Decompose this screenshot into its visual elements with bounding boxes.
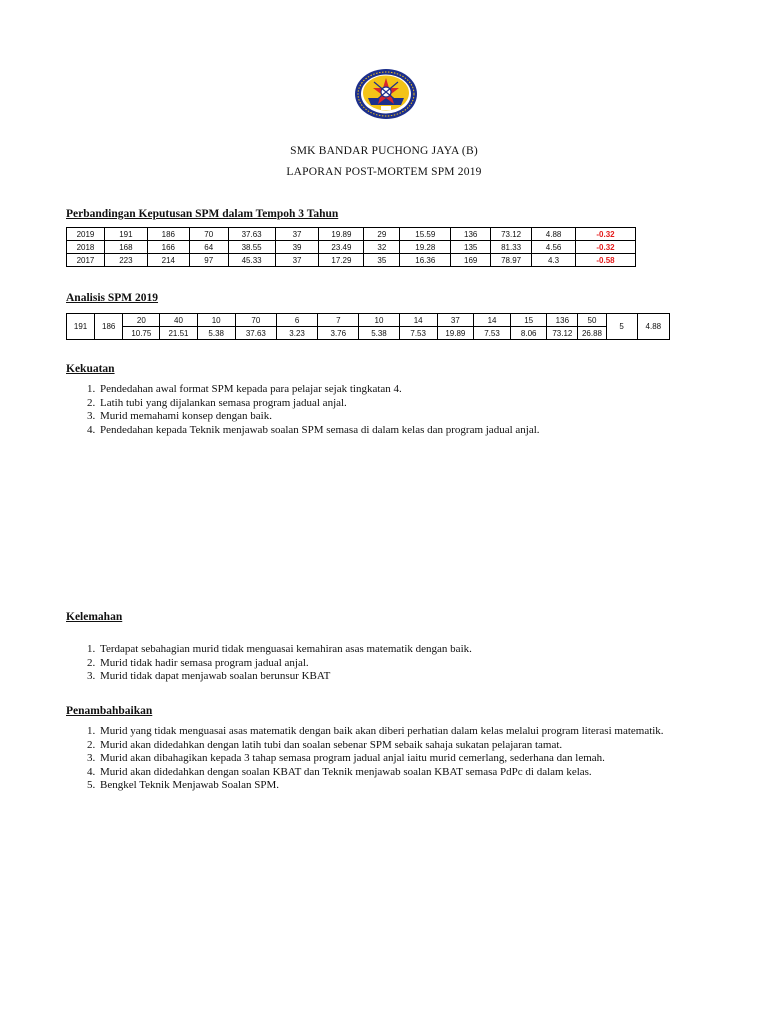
table-cell: 39 (275, 241, 319, 254)
table-cell: -0.32 (576, 241, 636, 254)
comparison-heading: Perbandingan Keputusan SPM dalam Tempoh 3 Tahun (66, 208, 339, 220)
list-item: 3. Murid memahami konsep dengan baik. (98, 410, 758, 424)
table-cell: 97 (189, 254, 228, 267)
table-cell: 40 (160, 314, 197, 327)
table-cell: 19.89 (319, 228, 364, 241)
table-cell: 50 (578, 314, 606, 327)
table-cell: 135 (451, 241, 491, 254)
table-cell: 21.51 (160, 327, 197, 340)
table-cell: 4.56 (532, 241, 576, 254)
table-cell: 214 (147, 254, 189, 267)
table-cell: 64 (189, 241, 228, 254)
table-cell: 19.28 (400, 241, 451, 254)
list-item: 2. Latih tubi yang dijalankan semasa program jadual anjal. (98, 397, 758, 411)
table-cell: 15.59 (400, 228, 451, 241)
table-cell: 26.88 (578, 327, 606, 340)
table-cell: 19.89 (437, 327, 473, 340)
list-item: 3. Murid tidak dapat menjawab soalan berunsur KBAT (98, 670, 758, 684)
list-item: 5. Bengkel Teknik Menjawab Soalan SPM. (98, 779, 758, 793)
table-cell: 20 (123, 314, 160, 327)
list-item: 4. Pendedahan kepada Teknik menjawab soalan SPM semasa di dalam kelas dan program jadual anjal. (98, 424, 758, 438)
list-item: 4. Murid akan didedahkan dengan soalan KBAT dan Teknik menjawab soalan KBAT semasa PdPc di dalam kelas. (98, 766, 758, 780)
list-item: 2. Murid akan didedahkan dengan latih tubi dan soalan sebenar SPM sebaik sahaja sukatan pelajaran tamat. (98, 739, 758, 753)
table-cell: 3.23 (276, 327, 317, 340)
table-cell: 14 (473, 314, 510, 327)
table-cell: 186 (95, 314, 123, 340)
table-cell: 2019 (67, 228, 105, 241)
table-cell: 223 (104, 254, 147, 267)
table-cell: 191 (67, 314, 95, 340)
table-cell: 5.38 (359, 327, 399, 340)
table-cell: 35 (364, 254, 400, 267)
table-cell: 37.63 (235, 327, 276, 340)
table-cell: 7.53 (399, 327, 437, 340)
list-item: 1. Terdapat sebahagian murid tidak menguasai kemahiran asas matematik dengan baik. (98, 643, 758, 657)
table-cell: 6 (276, 314, 317, 327)
table-cell: 4.3 (532, 254, 576, 267)
kekuatan-list (66, 383, 758, 437)
table-cell: 73.12 (547, 327, 578, 340)
table-cell: 7.53 (473, 327, 510, 340)
table-cell: 70 (189, 228, 228, 241)
table-cell: 10 (359, 314, 399, 327)
table-row (67, 254, 636, 267)
table-row (67, 241, 636, 254)
table-cell: 3.76 (318, 327, 359, 340)
table-cell: 186 (147, 228, 189, 241)
table-cell: 70 (235, 314, 276, 327)
table-cell: 37 (437, 314, 473, 327)
analysis-table (66, 313, 670, 340)
table-cell: 10 (197, 314, 235, 327)
list-item: 1. Pendedahan awal format SPM kepada para pelajar sejak tingkatan 4. (98, 383, 758, 397)
table-cell: 73.12 (491, 228, 532, 241)
table-cell: 37 (275, 228, 319, 241)
kelemahan-list (66, 643, 758, 684)
table-cell: 10.75 (123, 327, 160, 340)
table-row (67, 314, 670, 327)
table-row (67, 327, 670, 340)
table-cell: 45.33 (228, 254, 275, 267)
table-cell: 23.49 (319, 241, 364, 254)
kelemahan-heading: Kelemahan (66, 611, 123, 623)
table-cell: 169 (451, 254, 491, 267)
school-crest-icon (354, 68, 418, 120)
table-cell: 16.36 (400, 254, 451, 267)
table-cell: 2018 (67, 241, 105, 254)
school-name: SMK BANDAR PUCHONG JAYA (B) (290, 145, 478, 157)
table-row (67, 228, 636, 241)
analysis-heading: Analisis SPM 2019 (66, 292, 159, 304)
table-cell: 5 (606, 314, 637, 340)
table-cell: 78.97 (491, 254, 532, 267)
table-cell: 4.88 (532, 228, 576, 241)
table-cell: -0.32 (576, 228, 636, 241)
table-cell: 168 (104, 241, 147, 254)
table-cell: 17.29 (319, 254, 364, 267)
report-title: LAPORAN POST-MORTEM SPM 2019 (286, 166, 482, 178)
table-cell: 7 (318, 314, 359, 327)
list-item: 2. Murid tidak hadir semasa program jadual anjal. (98, 657, 758, 671)
table-cell: 191 (104, 228, 147, 241)
table-cell: 166 (147, 241, 189, 254)
list-item: 3. Murid akan dibahagikan kepada 3 tahap semasa program jadual anjal iaitu murid cemerlang, sederhana dan lemah. (98, 752, 758, 766)
table-cell: 14 (399, 314, 437, 327)
table-cell: 81.33 (491, 241, 532, 254)
table-cell: -0.58 (576, 254, 636, 267)
kekuatan-heading: Kekuatan (66, 363, 115, 375)
table-cell: 136 (547, 314, 578, 327)
table-cell: 32 (364, 241, 400, 254)
table-cell: 8.06 (511, 327, 547, 340)
table-cell: 29 (364, 228, 400, 241)
table-cell: 136 (451, 228, 491, 241)
comparison-table (66, 227, 636, 267)
table-cell: 37 (275, 254, 319, 267)
table-cell: 2017 (67, 254, 105, 267)
penambahbaikan-heading: Penambahbaikan (66, 705, 153, 717)
table-cell: 4.88 (637, 314, 669, 340)
table-cell: 37.63 (228, 228, 275, 241)
penambahbaikan-list (66, 725, 758, 793)
table-cell: 38.55 (228, 241, 275, 254)
table-cell: 5.38 (197, 327, 235, 340)
list-item: 1. Murid yang tidak menguasai asas matematik dengan baik akan diberi perhatian dalam kelas melalui program literasi matematik. (98, 725, 758, 739)
table-cell: 15 (511, 314, 547, 327)
